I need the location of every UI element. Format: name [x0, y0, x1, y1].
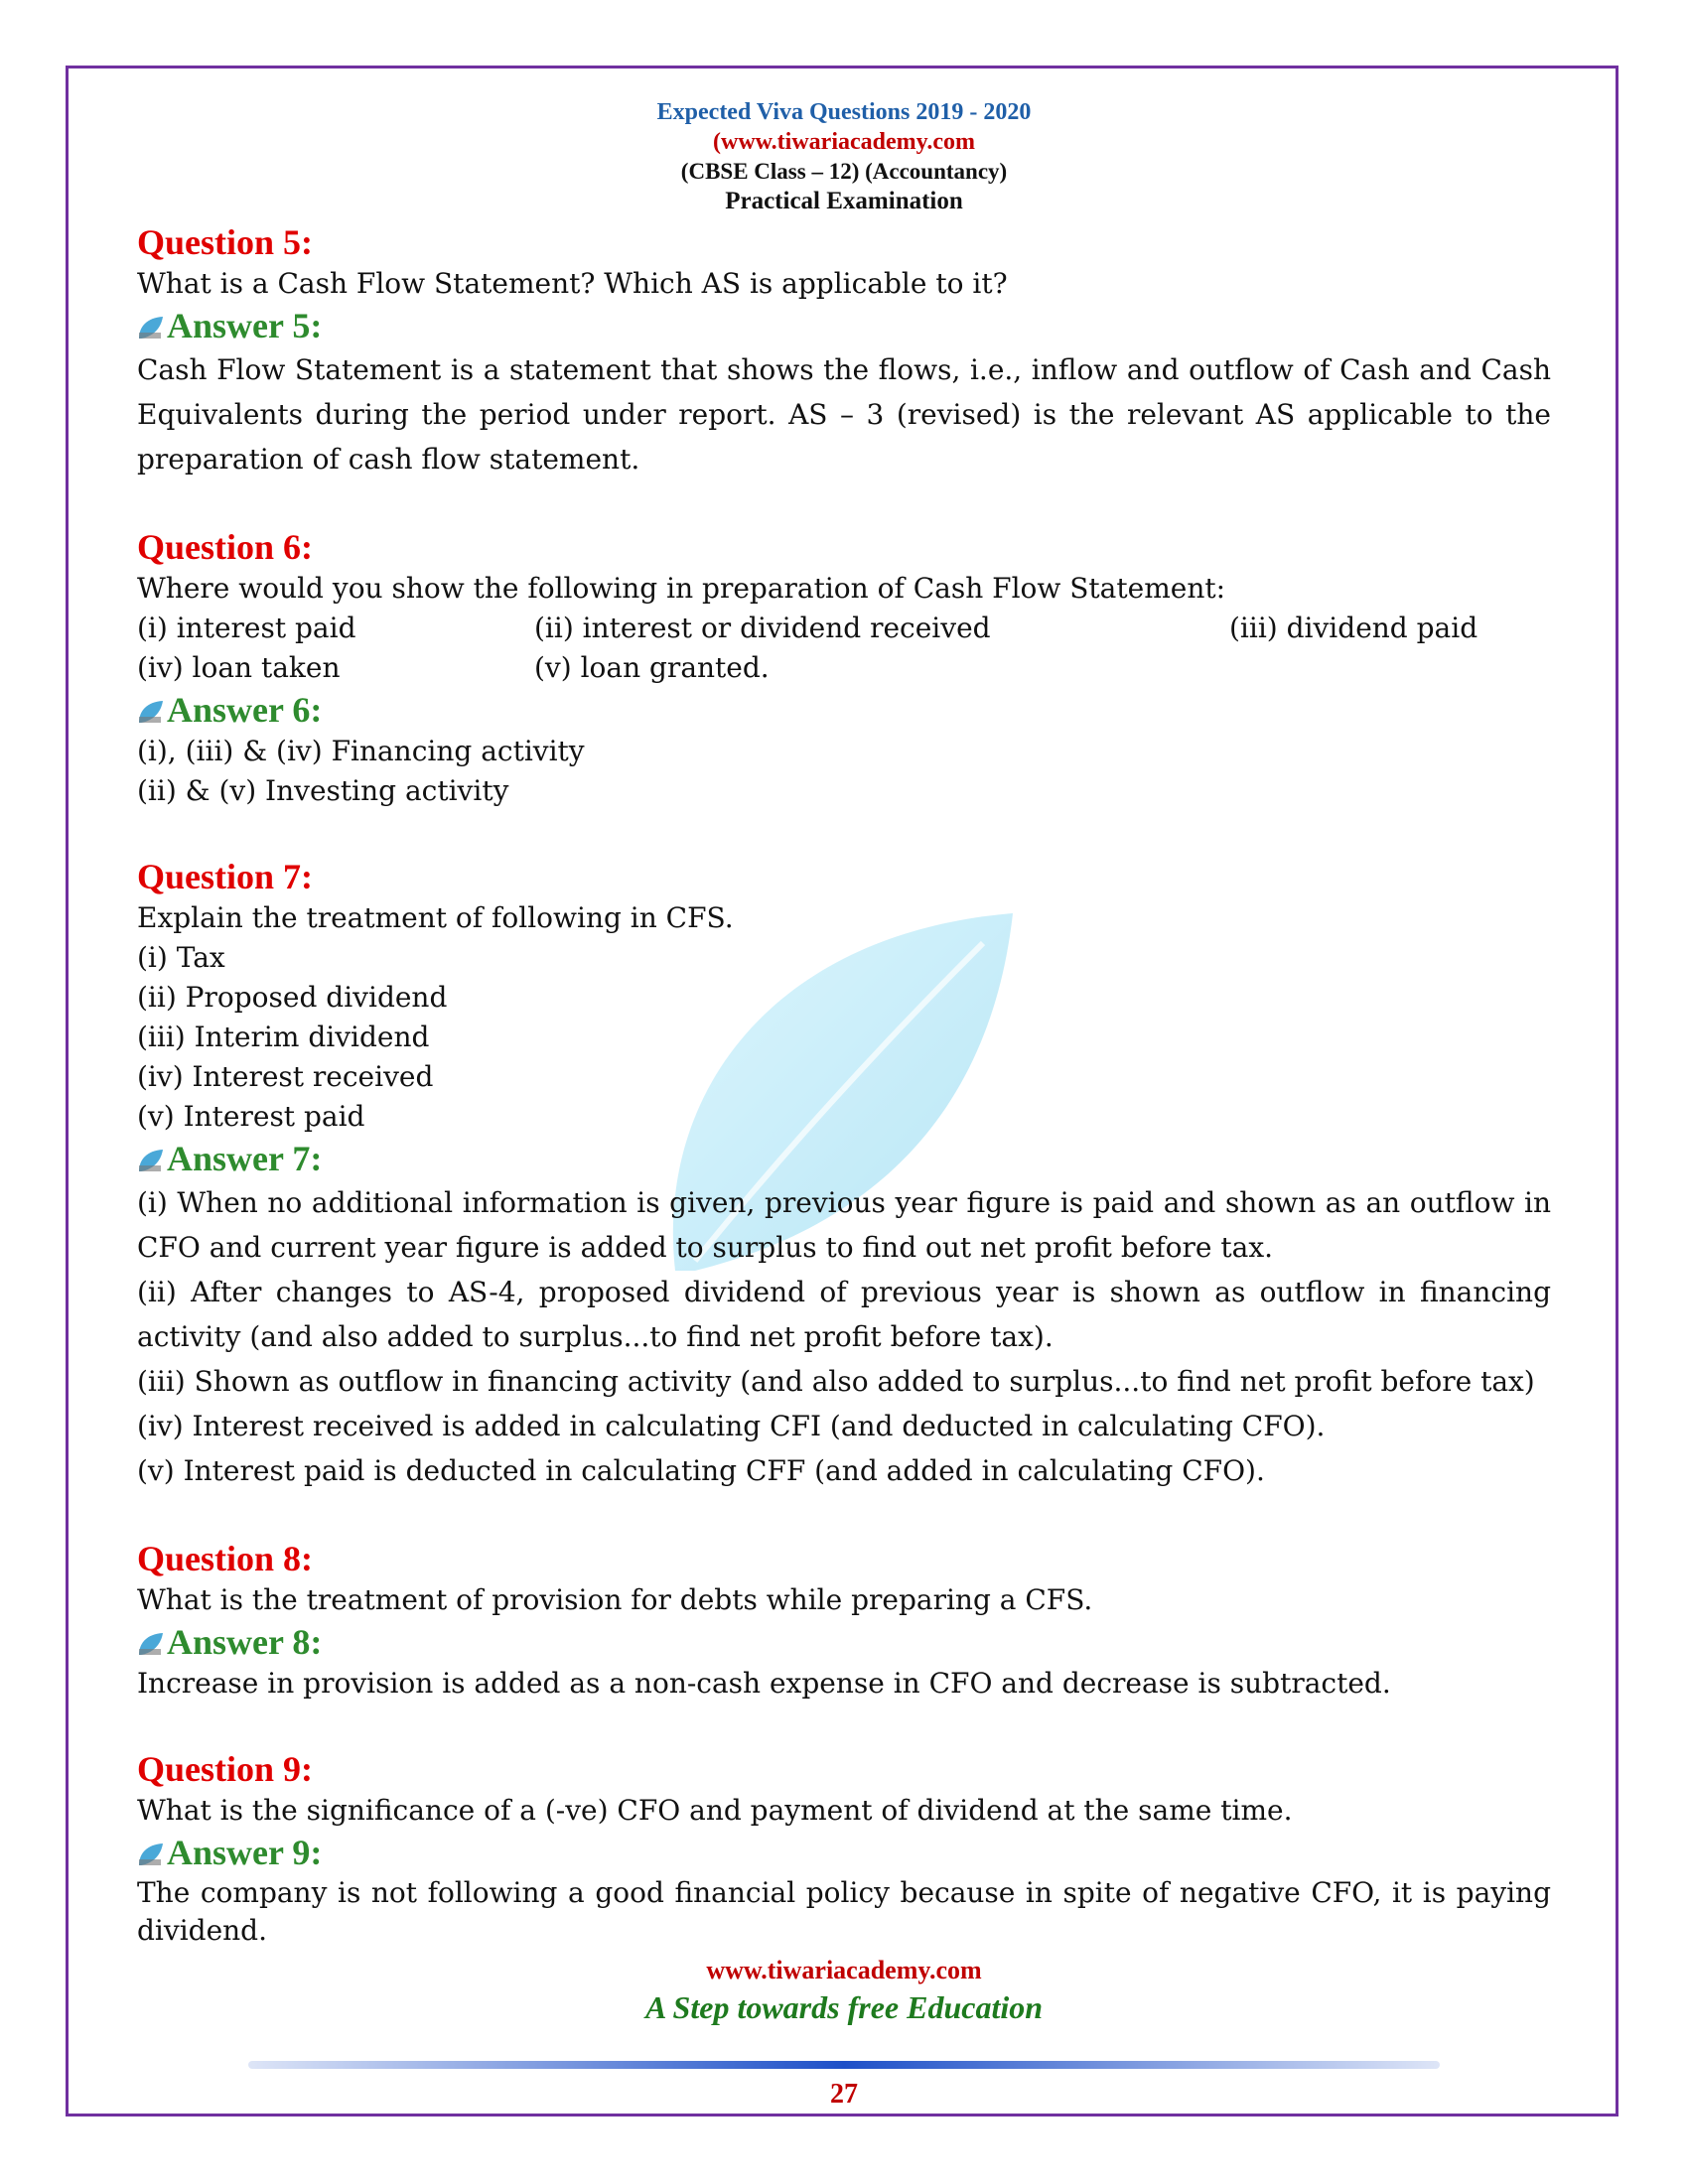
question-6-section: [137, 525, 1551, 811]
question-7-section: [137, 855, 1551, 1493]
question-6-items: [137, 609, 1551, 688]
answer-5-title: Answer 5:: [167, 306, 323, 345]
answer-9-heading: [137, 1831, 1551, 1874]
list-item: (i), (iii) & (iv) Financing activity: [137, 735, 585, 767]
answer-6-title: Answer 6:: [167, 690, 323, 730]
question-6-title: Question 6:: [137, 527, 314, 567]
tiwari-logo-icon: [137, 699, 165, 725]
list-item: (ii) After changes to AS-4, proposed dividend of previous year is shown as outflow in financing activity (and also added to surplus...to find net profit before tax).: [137, 1276, 1551, 1353]
footer-website-link[interactable]: www.tiwariacademy.com: [706, 1956, 982, 1984]
question-5-title: Question 5:: [137, 222, 314, 262]
question-7-text: Explain the treatment of following in CFS.: [137, 901, 734, 934]
question-6-text: Where would you show the following in preparation of Cash Flow Statement:: [137, 572, 1226, 605]
answer-8-text: Increase in provision is added as a non-cash expense in CFO and decrease is subtracted.: [137, 1667, 1391, 1700]
answer-5-text: Cash Flow Statement is a statement that shows the flows, i.e., inflow and outflow of Cash and Cash Equivalents during the period under report. AS – 3 (revised) is the relevant AS applicable to the preparation of cash flow statement.: [137, 353, 1551, 476]
header-title: Expected Viva Questions 2019 - 2020: [656, 99, 1032, 125]
list-item: (v) Interest paid is deducted in calculating CFF (and added in calculating CFO).: [137, 1454, 1265, 1487]
list-item: (v) loan granted.: [534, 651, 770, 684]
page-number: 27: [830, 2079, 858, 2110]
question-8-text: What is the treatment of provision for debts while preparing a CFS.: [137, 1583, 1093, 1616]
footer-divider: [248, 2061, 1440, 2069]
question-8-section: [137, 1537, 1551, 1704]
tiwari-logo-icon: [137, 315, 165, 341]
answer-9-text: The company is not following a good financial policy because in spite of negative CFO, it is paying dividend.: [137, 1876, 1551, 1947]
tiwari-logo-icon: [137, 1842, 165, 1867]
list-item: (i) interest paid: [137, 612, 356, 644]
list-item: (ii) Proposed dividend: [137, 981, 448, 1014]
question-9-text: What is the significance of a (-ve) CFO and payment of dividend at the same time.: [137, 1794, 1293, 1827]
list-item: (ii) interest or dividend received: [534, 612, 991, 644]
answer-7-heading: [137, 1137, 1551, 1180]
header-exam: Practical Examination: [725, 188, 963, 214]
list-item: (i) When no additional information is given, previous year figure is paid and shown as an outflow in CFO and current year figure is added to surplus to find out net profit before tax.: [137, 1186, 1551, 1264]
header-website[interactable]: (www.tiwariacademy.com: [713, 129, 975, 155]
list-item: (i) Tax: [137, 941, 225, 974]
list-item: [1229, 648, 1551, 688]
question-7-title: Question 7:: [137, 857, 314, 896]
page-header: [0, 97, 1688, 216]
list-item: (ii) & (v) Investing activity: [137, 774, 509, 807]
answer-8-title: Answer 8:: [167, 1622, 323, 1662]
answer-8-heading: [137, 1620, 1551, 1664]
answer-6-heading: [137, 688, 1551, 732]
main-content: [137, 220, 1551, 1950]
tiwari-logo-icon: [137, 1148, 165, 1173]
answer-9-title: Answer 9:: [167, 1833, 323, 1872]
footer-tagline: A Step towards free Education: [644, 1989, 1044, 2025]
question-5-text: What is a Cash Flow Statement? Which AS is applicable to it?: [137, 267, 1008, 300]
list-item: (iv) Interest received: [137, 1060, 434, 1093]
tiwari-logo-icon: [137, 1631, 165, 1657]
question-8-title: Question 8:: [137, 1539, 314, 1578]
header-class: (CBSE Class – 12) (Accountancy): [680, 159, 1008, 184]
list-item: (v) Interest paid: [137, 1100, 365, 1133]
list-item: (iii) Interim dividend: [137, 1021, 430, 1053]
answer-7-title: Answer 7:: [167, 1139, 323, 1178]
list-item: (iii) Shown as outflow in financing activity (and also added to surplus...to find net profit before tax): [137, 1365, 1535, 1398]
question-9-section: [137, 1747, 1551, 1950]
list-item: (iv) Interest received is added in calculating CFI (and deducted in calculating CFO).: [137, 1410, 1326, 1442]
list-item: (iv) loan taken: [137, 651, 341, 684]
page-footer: [0, 1954, 1688, 2027]
question-5-section: [137, 220, 1551, 481]
answer-5-heading: [137, 304, 1551, 347]
question-9-title: Question 9:: [137, 1749, 314, 1789]
list-item: (iii) dividend paid: [1229, 612, 1478, 644]
